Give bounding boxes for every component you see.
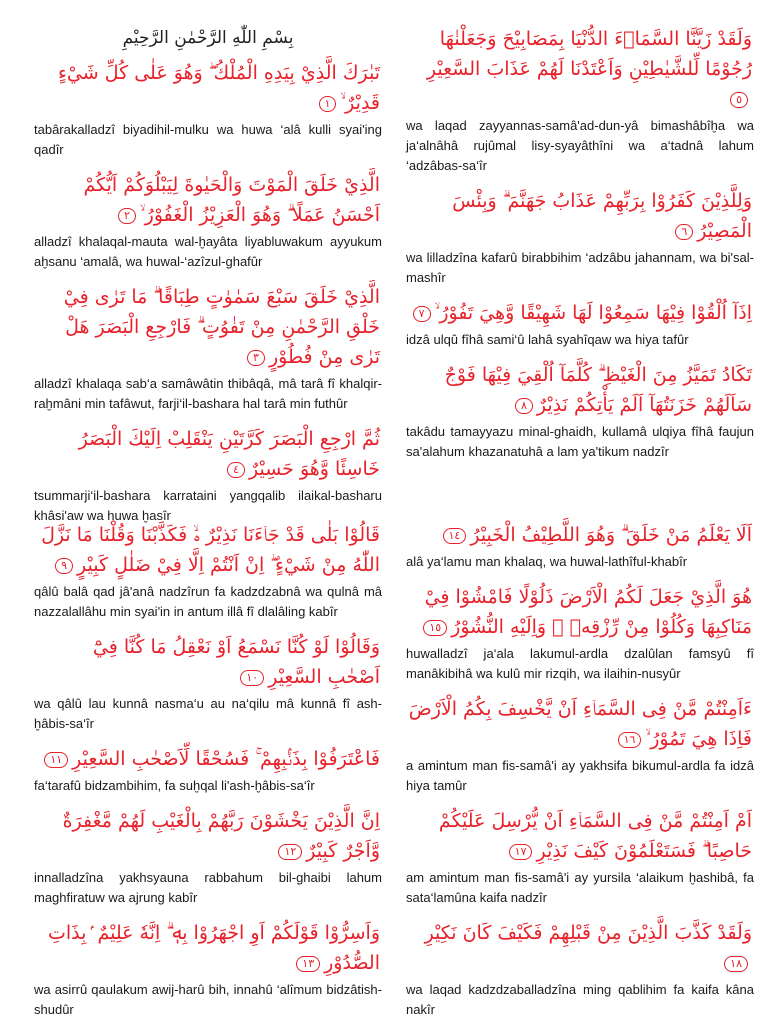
- verse-number-marker: ١٤: [443, 528, 467, 544]
- verse: [34, 170, 382, 272]
- column-bottom-right: [406, 520, 754, 1030]
- verse: [406, 694, 754, 796]
- basmala: بِسْمِ اللّٰهِ الرَّحْمٰنِ الرَّحِيْمِ: [122, 28, 294, 48]
- verse: [406, 24, 754, 176]
- verse-number-marker: ١٠: [240, 670, 264, 686]
- transliteration-text: alladzî khalaqa sab‘a samâwâtin thibâqâ, mâ tarâ fî khalqir-raḫmâni min tafâwut, farji‘il-bashara hal tarâ min futhûr: [34, 376, 382, 411]
- arabic-verse-text: وَاَسِرُّوْا قَوْلَكُمْ اَوِ اجْهَرُوْا بِهٖ ۗ اِنَّهٗ عَلِيْمٌ ۢبِذَاتِ الصُّدُوْرِ: [47, 922, 380, 974]
- arabic-text: [406, 298, 754, 328]
- arabic-verse-text: تَكَادُ تَمَيَّزُ مِنَ الْغَيْظِ ۗ كُلَّمَآ اُلْقِيَ فِيْهَا فَوْجٌ سَاَلَهُمْ خَزَنَتُهَآ اَلَمْ يَأْتِكُمْ نَذِيْرٌ: [444, 364, 752, 416]
- transliteration-text: idzâ ulqû fîhâ sami‘û lahâ syahîqaw wa hiya tafûr: [406, 332, 689, 347]
- arabic-verse-text: الَّذِيْ خَلَقَ سَبْعَ سَمٰوٰتٍ طِبَاقًا ۗ مَا تَرٰى فِيْ خَلْقِ الرَّحْمٰنِ مِنْ تَفٰوُتٍ ۗ فَارْجِعِ الْبَصَرَ هَلْ تَرٰى مِنْ فُطُوْرٍ: [63, 286, 380, 368]
- verse: [406, 520, 754, 572]
- verse-list: [406, 520, 754, 1020]
- transliteration-text: wa lilladzîna kafarû birabbihim ‘adzâbu jahannam, wa bi'sal-mashîr: [406, 250, 754, 285]
- transliteration-text: innalladzîna yakhsyauna rabbahum bil-ghaibi lahum maghfiratuw wa ajrung kabîr: [34, 870, 382, 905]
- verse: [34, 58, 382, 160]
- verse-number-marker: ١٧: [509, 844, 533, 860]
- transliteration-text: qâlû balâ qad jâ'anâ nadzîrun fa kadzdzabnâ wa qulnâ mâ nazzalallâhu min syai'in in antum illâ fî dlalâling kabîr: [34, 584, 382, 619]
- transliteration-text: wa laqad zayyannas-samâ'ad-dun-yâ bimashâbîḫa wa ja‘alnâhâ rujûmal lisy-syayâthîni wa a‘tadnâ lahum ‘adzâbas-sa‘îr: [406, 118, 754, 173]
- verse: [406, 918, 754, 1020]
- arabic-verse-text: تَبٰرَكَ الَّذِيْ بِيَدِهِ الْمُلْكُ ۖ وَهُوَ عَلٰى كُلِّ شَيْءٍ قَدِيْرٌ ۙ: [57, 62, 380, 114]
- transliteration-text: alâ ya‘lamu man khalaq, wa huwal-lathîful-khabîr: [406, 554, 688, 569]
- verse: [406, 360, 754, 462]
- transliteration-text: tabârakalladzî biyadihil-mulku wa huwa ‘alâ kulli syai'ing qadîr: [34, 122, 382, 157]
- verse-list: [34, 58, 382, 526]
- arabic-text: [34, 632, 382, 692]
- verse-number-marker: ٨: [515, 398, 533, 414]
- verse: [34, 632, 382, 734]
- arabic-text: [406, 520, 754, 550]
- verse-number-marker: ١٦: [618, 732, 642, 748]
- verse: [406, 186, 754, 288]
- verse-number-marker: ١: [319, 96, 337, 112]
- verse-number-marker: ٥: [730, 92, 748, 108]
- arabic-text: [34, 806, 382, 866]
- arabic-verse-text: فَاعْتَرَفُوْا بِذَنْۢبِهِمْ ۚ فَسُحْقًا لِّاَصْحٰبِ السَّعِيْرِ: [72, 748, 380, 770]
- arabic-text: [34, 520, 382, 580]
- column-bottom-left: [34, 520, 382, 1030]
- verse-list: [34, 520, 382, 1020]
- transliteration-text: wa asirrû qaulakum awij-harû bih, innahû ‘alîmum bidzâtish-shudûr: [34, 982, 382, 1017]
- arabic-text: [406, 806, 754, 866]
- verse-number-marker: ٤: [227, 462, 245, 478]
- verse-number-marker: ١١: [44, 752, 68, 768]
- arabic-verse-text: وَلَقَدْ كَذَّبَ الَّذِيْنَ مِنْ قَبْلِهِمْ فَكَيْفَ كَانَ نَكِيْرِ: [424, 922, 752, 944]
- transliteration-text: tsummarji‘il-bashara karrataini yangqalib ilaikal-basharu khâsi'aw wa huwa ḫasîr: [34, 488, 382, 523]
- verse-number-marker: ٣: [247, 350, 265, 366]
- transliteration-text: am amintum man fis-samâ'i ay yursila ‘alaikum ḫashibâ, fa sata‘lamûna kaifa nadzîr: [406, 870, 754, 905]
- transliteration-text: huwalladzî ja‘ala lakumul-ardla dzalûlan famsyû fî manâkibihâ wa kulû mir rizqih, wa ilaihin-nusyûr: [406, 646, 754, 681]
- column-top-left: [34, 24, 382, 536]
- verse-number-marker: ٩: [55, 558, 73, 574]
- verse: [34, 282, 382, 414]
- arabic-verse-text: وَلِلَّذِيْنَ كَفَرُوْا بِرَبِّهِمْ عَذَابُ جَهَنَّمَ ۗ وَبِئْسَ الْمَصِيْرُ: [452, 190, 752, 242]
- arabic-text: [406, 918, 754, 978]
- arabic-verse-text: اِنَّ الَّذِيْنَ يَخْشَوْنَ رَبَّهُمْ بِالْغَيْبِ لَهُمْ مَّغْفِرَةٌ وَّاَجْرٌ كَبِيْرٌ: [62, 810, 380, 862]
- arabic-verse-text: اَلَا يَعْلَمُ مَنْ خَلَقَ ۗ وَهُوَ اللَّطِيْفُ الْخَبِيْرُ: [470, 524, 752, 546]
- verse-number-marker: ٢: [118, 208, 136, 224]
- verse-number-marker: ١٢: [278, 844, 302, 860]
- verse-number-marker: ٦: [675, 224, 693, 240]
- arabic-text: [34, 170, 382, 230]
- arabic-text: [34, 58, 382, 118]
- transliteration-text: a amintum man fis-samâ'i ay yakhsifa bikumul-ardla fa idzâ hiya tamûr: [406, 758, 754, 793]
- arabic-verse-text: هُوَ الَّذِيْ جَعَلَ لَكُمُ الْاَرْضَ ذَلُوْلًا فَامْشُوْا فِيْ مَنَاكِبِهَا وَكُلُوْا مِنْ رِّزْقِهٖ ۗ وَاِلَيْهِ النُّشُوْرُ: [424, 586, 752, 638]
- arabic-verse-text: الَّذِيْ خَلَقَ الْمَوْتَ وَالْحَيٰوةَ لِيَبْلُوَكُمْ اَيُّكُمْ اَحْسَنُ عَمَلًا ۗ وَهُوَ الْعَزِيْزُ الْغَفُوْرُ ۙ: [83, 174, 380, 226]
- arabic-text: [406, 24, 754, 114]
- arabic-text: [34, 424, 382, 484]
- arabic-text: [406, 582, 754, 642]
- transliteration-text: wa qâlû lau kunnâ nasma‘u au na‘qilu mâ kunnâ fî ash-ḫâbis-sa‘îr: [34, 696, 382, 731]
- arabic-verse-text: اَمْ اَمِنْتُمْ مَّنْ فِى السَّمَاۤءِ اَنْ يُّرْسِلَ عَلَيْكُمْ حَاصِبًا ۗ فَسَتَعْلَمُوْنَ كَيْفَ نَذِيْرِ: [438, 810, 752, 862]
- verse: [34, 744, 382, 796]
- arabic-text: [406, 694, 754, 754]
- verse-number-marker: ٧: [413, 306, 431, 322]
- transliteration-text: alladzî khalaqal-mauta wal-ḫayâta liyabluwakum ayyukum aḫsanu ‘amalâ, wa huwal-‘azîzul-ghafûr: [34, 234, 382, 269]
- arabic-text: [34, 918, 382, 978]
- arabic-verse-text: ءَاَمِنْتُمْ مَّنْ فِى السَّمَاۤءِ اَنْ يَّخْسِفَ بِكُمُ الْاَرْضَ فَاِذَا هِيَ تَمُوْرُ ۙ: [408, 698, 752, 750]
- arabic-text: [406, 360, 754, 420]
- arabic-text: [406, 186, 754, 246]
- verse: [34, 520, 382, 622]
- arabic-verse-text: ثُمَّ ارْجِعِ الْبَصَرَ كَرَّتَيْنِ يَنْقَلِبْ اِلَيْكَ الْبَصَرُ خَاسِئًا وَّهُوَ حَسِيْرٌ: [78, 428, 380, 480]
- arabic-verse-text: قَالُوْا بَلٰى قَدْ جَاۤءَنَا نَذِيْرٌ ەۙ فَكَذَّبْنَا وَقُلْنَا مَا نَزَّلَ اللّٰهُ مِنْ شَيْءٍ ۖ اِنْ اَنْتُمْ اِلَّا فِيْ ضَلٰلٍ كَبِيْرٍ: [41, 524, 380, 576]
- verse-list: [406, 24, 754, 462]
- verse: [406, 806, 754, 908]
- verse: [34, 424, 382, 526]
- arabic-verse-text: وَقَالُوْا لَوْ كُنَّا نَسْمَعُ اَوْ نَعْقِلُ مَا كُنَّا فِيْٓ اَصْحٰبِ السَّعِيْرِ: [92, 636, 380, 688]
- arabic-text: [34, 282, 382, 372]
- verse: [406, 298, 754, 350]
- verse: [406, 582, 754, 684]
- verse-number-marker: ١٣: [296, 956, 320, 972]
- arabic-verse-text: اِذَآ اُلْقُوْا فِيْهَا سَمِعُوْا لَهَا شَهِيْقًا وَّهِيَ تَفُوْرُ ۙ: [434, 302, 752, 324]
- verse: [34, 806, 382, 908]
- arabic-text: [34, 744, 382, 774]
- transliteration-text: fa‘tarafû bidzambihim, fa suḫqal li'ash-ḫâbis-sa‘îr: [34, 778, 315, 793]
- arabic-verse-text: وَلَقَدْ زَيَّنَّا السَّمَاۤءَ الدُّنْيَا بِمَصَابِيْحَ وَجَعَلْنٰهَا رُجُوْمًا لِّلشَّيٰطِيْنِ وَاَعْتَدْنَا لَهُمْ عَذَابَ السَّعِيْرِ: [426, 28, 752, 80]
- column-top-right: [406, 24, 754, 472]
- verse-number-marker: ١٥: [423, 620, 447, 636]
- transliteration-text: takâdu tamayyazu minal-ghaidh, kullamâ ulqiya fîhâ faujun sa'alahum khazanatuhâ a lam ya'tikum nadzîr: [406, 424, 754, 459]
- verse-number-marker: ١٨: [724, 956, 748, 972]
- transliteration-text: wa laqad kadzdzaballadzîna ming qablihim fa kaifa kâna nakîr: [406, 982, 754, 1017]
- verse: [34, 918, 382, 1020]
